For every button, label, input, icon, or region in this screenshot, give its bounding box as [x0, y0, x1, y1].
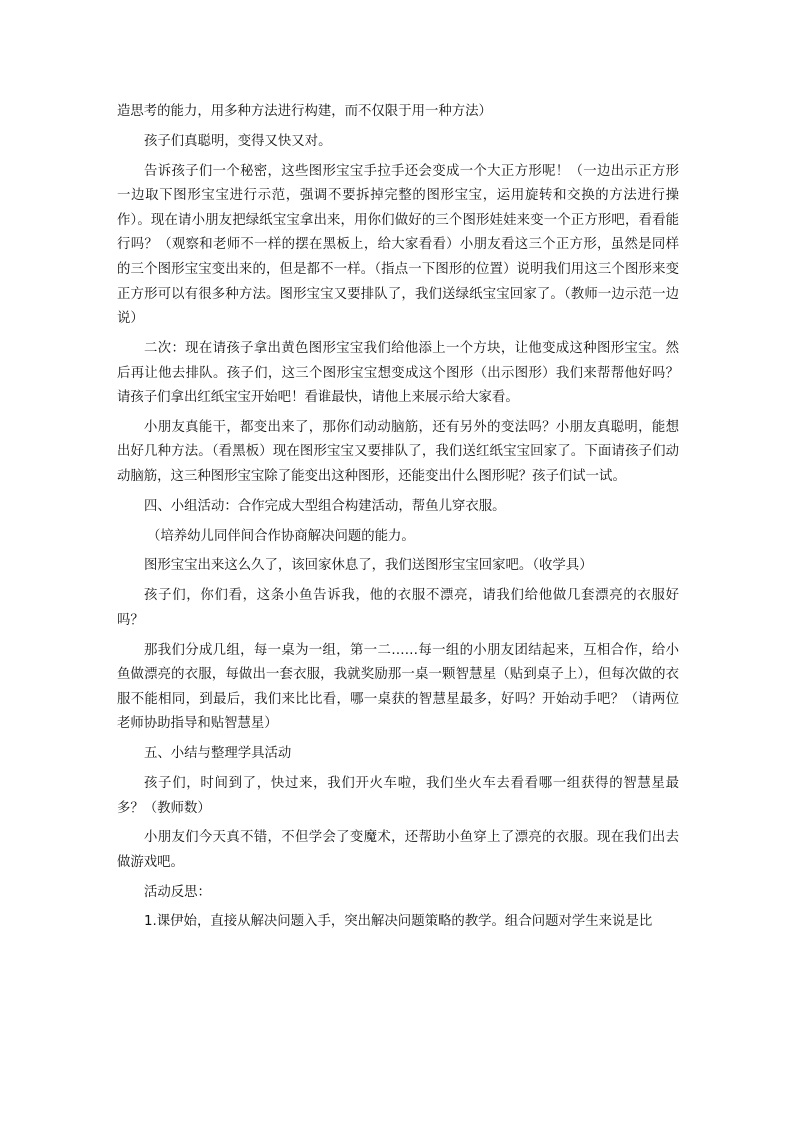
- paragraph: 孩子们，你们看，这条小鱼告诉我，他的衣服不漂亮，请我们给他做几套漂亮的衣服好吗？: [117, 588, 679, 628]
- document-body: [117, 100, 679, 940]
- section-heading: 四、小组活动：合作完成大型组合构建活动，帮鱼儿穿衣服。: [144, 498, 506, 514]
- paragraph: 告诉孩子们一个秘密，这些图形宝宝手拉手还会变成一个大正方形呢！（一边出示正方形一边取下图形宝宝进行示范，强调不要拆掉完整的图形宝宝，运用旋转和交换的方法进行操作）。现在请小朋友把绿纸宝宝拿出来，用你们做好的三个图形娃娃来变一个正方形吧，看看能行吗？（观察和老师不一样的摆在黑板上，给大家看看）小朋友看这三个正方形，虽然是同样的三个图形宝宝变出来的，但是都不一样。（指点一下图形的位置）说明我们用这三个图形来变正方形可以有很多种方法。图形宝宝又要排队了，我们送绿纸宝宝回家了。（教师一边示范一边说）: [117, 163, 679, 327]
- section-heading: 活动反思：: [144, 884, 211, 900]
- paragraph: 小朋友真能干，都变出来了，那你们动动脑筋，还有另外的变法吗？小朋友真聪明，能想出好几种方法。（看黑板）现在图形宝宝又要排队了，我们送红纸宝宝回家了。下面请孩子们动动脑筋，这三种图形宝宝除了能变出这种图形，还能变出什么图形呢？孩子们试一试。: [117, 419, 679, 485]
- paragraph: （培养幼儿同伴间合作协商解决问题的能力。: [147, 528, 415, 544]
- paragraph: 孩子们真聪明，变得又快又对。: [144, 133, 332, 149]
- paragraph: 那我们分成几组，每一桌为一组，第一二……每一组的小朋友团结起来，互相合作，给小鱼做漂亮的衣服，每做出一套衣服，我就奖励那一桌一颗智慧星（贴到桌子上），但每次做的衣服不能相同，到最后，我们来比比看，哪一桌获的智慧星最多，好吗？开始动手吧？（请两位老师协助指导和贴智慧星）: [117, 642, 679, 732]
- section-heading: 五、小结与整理学具活动: [144, 746, 292, 762]
- paragraph: 造思考的能力，用多种方法进行构建，而不仅限于用一种方法）: [117, 104, 492, 119]
- paragraph: 孩子们，时间到了，快过来，我们开火车啦，我们坐火车去看看哪一组获得的智慧星最多？（教师数）: [117, 775, 679, 816]
- paragraph: 图形宝宝出来这么久了，该回家休息了，我们送图形宝宝回家吧。（收学具）: [144, 558, 593, 574]
- paragraph: 1.课伊始，直接从解决问题入手，突出解决问题策略的教学。组合问题对学生来说是比: [144, 914, 653, 930]
- paragraph: 二次：现在请孩子拿出黄色图形宝宝我们给他添上一个方块，让他变成这种图形宝宝。然后再让他去排队。孩子们，这三个图形宝宝想变成这个图形（出示图形）我们来帮帮他好吗？请孩子们拿出红纸宝宝开始吧！看谁最快，请他上来展示给大家看。: [117, 340, 679, 406]
- paragraph: 小朋友们今天真不错，不但学会了变魔术，还帮助小鱼穿上了漂亮的衣服。现在我们出去做游戏吧。: [117, 830, 679, 870]
